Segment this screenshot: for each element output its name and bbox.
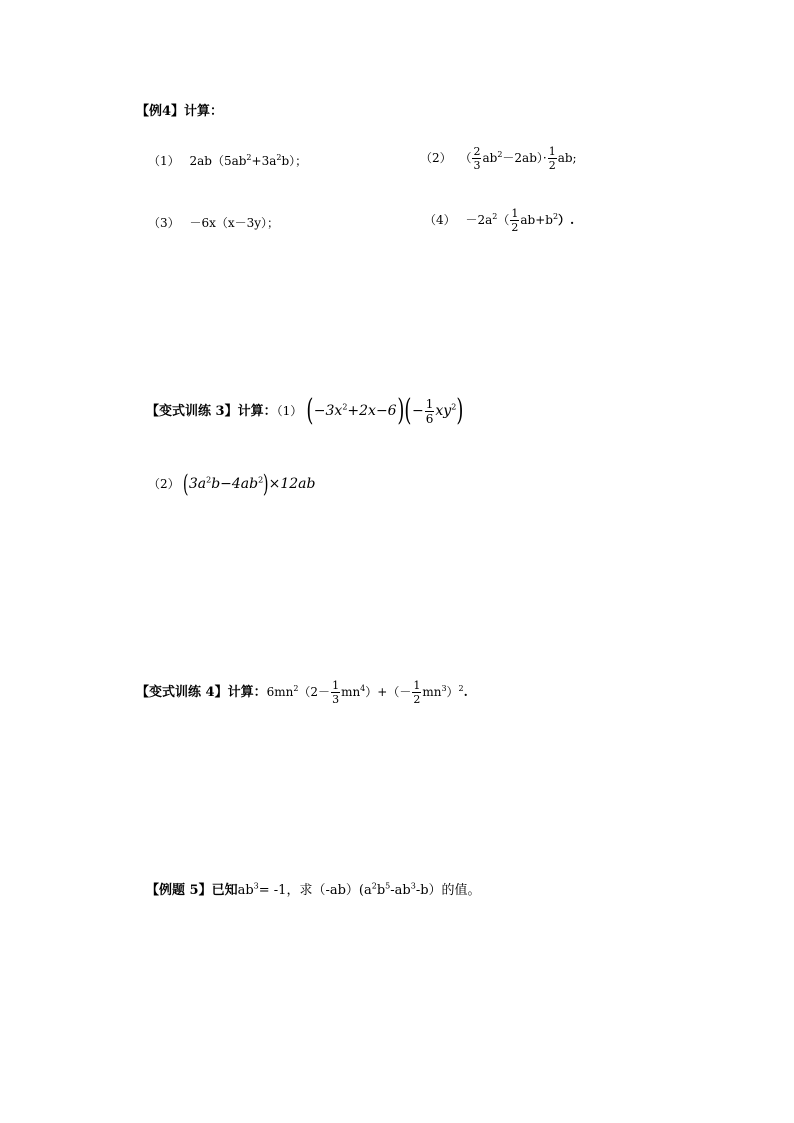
fraction: $\frac{1}{2}$: [511, 207, 519, 234]
math-expression: $(-3x^2+2x-6)(-$ $\frac{1}{6}$ $xy^2$): [306, 393, 464, 428]
problem-number: （1）: [148, 154, 180, 168]
variant-3-problem-2: [148, 472, 315, 496]
example-4-problem-3: （3） －6x（x－3y）；: [148, 216, 280, 230]
example-4-heading: 【例4】计算：: [136, 104, 224, 119]
problem-number: （3）: [148, 216, 180, 230]
problem-number: （1）: [276, 404, 303, 418]
problem-number: （4）: [424, 213, 456, 227]
expr-part: 2ab（5ab: [189, 154, 247, 168]
problem-number: （2）: [148, 477, 180, 491]
example-4-problem-4: $(4) -2a^2$（ $\frac{1}{2}$ $ab+b^2$）.: [424, 207, 575, 234]
variant-4-heading: 【变式训练 4】计算：: [136, 685, 267, 700]
fraction: $\frac{1}{3}$: [332, 679, 340, 706]
problem-number: （2）: [420, 151, 452, 165]
fraction: $\frac{1}{2}$: [548, 145, 556, 172]
example-5-heading: 【例题 5】已知: [146, 883, 238, 898]
example-4-problem-2: （2） （ $\frac{2}{3}$ $ab^2-2ab)\cdot$ $\frac{1}{2}$ ab;: [420, 145, 577, 172]
example-4-problem-1: （1） $2ab(5ab^2+3a^2b)$；: [148, 153, 308, 168]
expr-part: b）；: [281, 154, 308, 168]
example-5-problem: 【例题 5】已知$ab^3= -1$，求$(-ab)(a^2b^5-ab^3-b)$的值。: [146, 881, 481, 898]
variant-3-problem-1: [146, 393, 464, 428]
fraction: $\frac{2}{3}$: [473, 145, 481, 172]
variant-4-problem: 【变式训练 4】计算：$6mn^2(2-$ $\frac{1}{3}$ $mn^4)+(-$ $\frac{1}{2}$ $mn^3)^2$.: [136, 679, 468, 706]
math-expression: $(3a^2b-4ab^2)\times 12ab$: [183, 470, 316, 498]
expr-part: +3a: [251, 154, 277, 168]
variant-3-heading: 【变式训练 3】计算：: [146, 404, 277, 419]
fraction: $\frac{1}{2}$: [413, 679, 421, 706]
